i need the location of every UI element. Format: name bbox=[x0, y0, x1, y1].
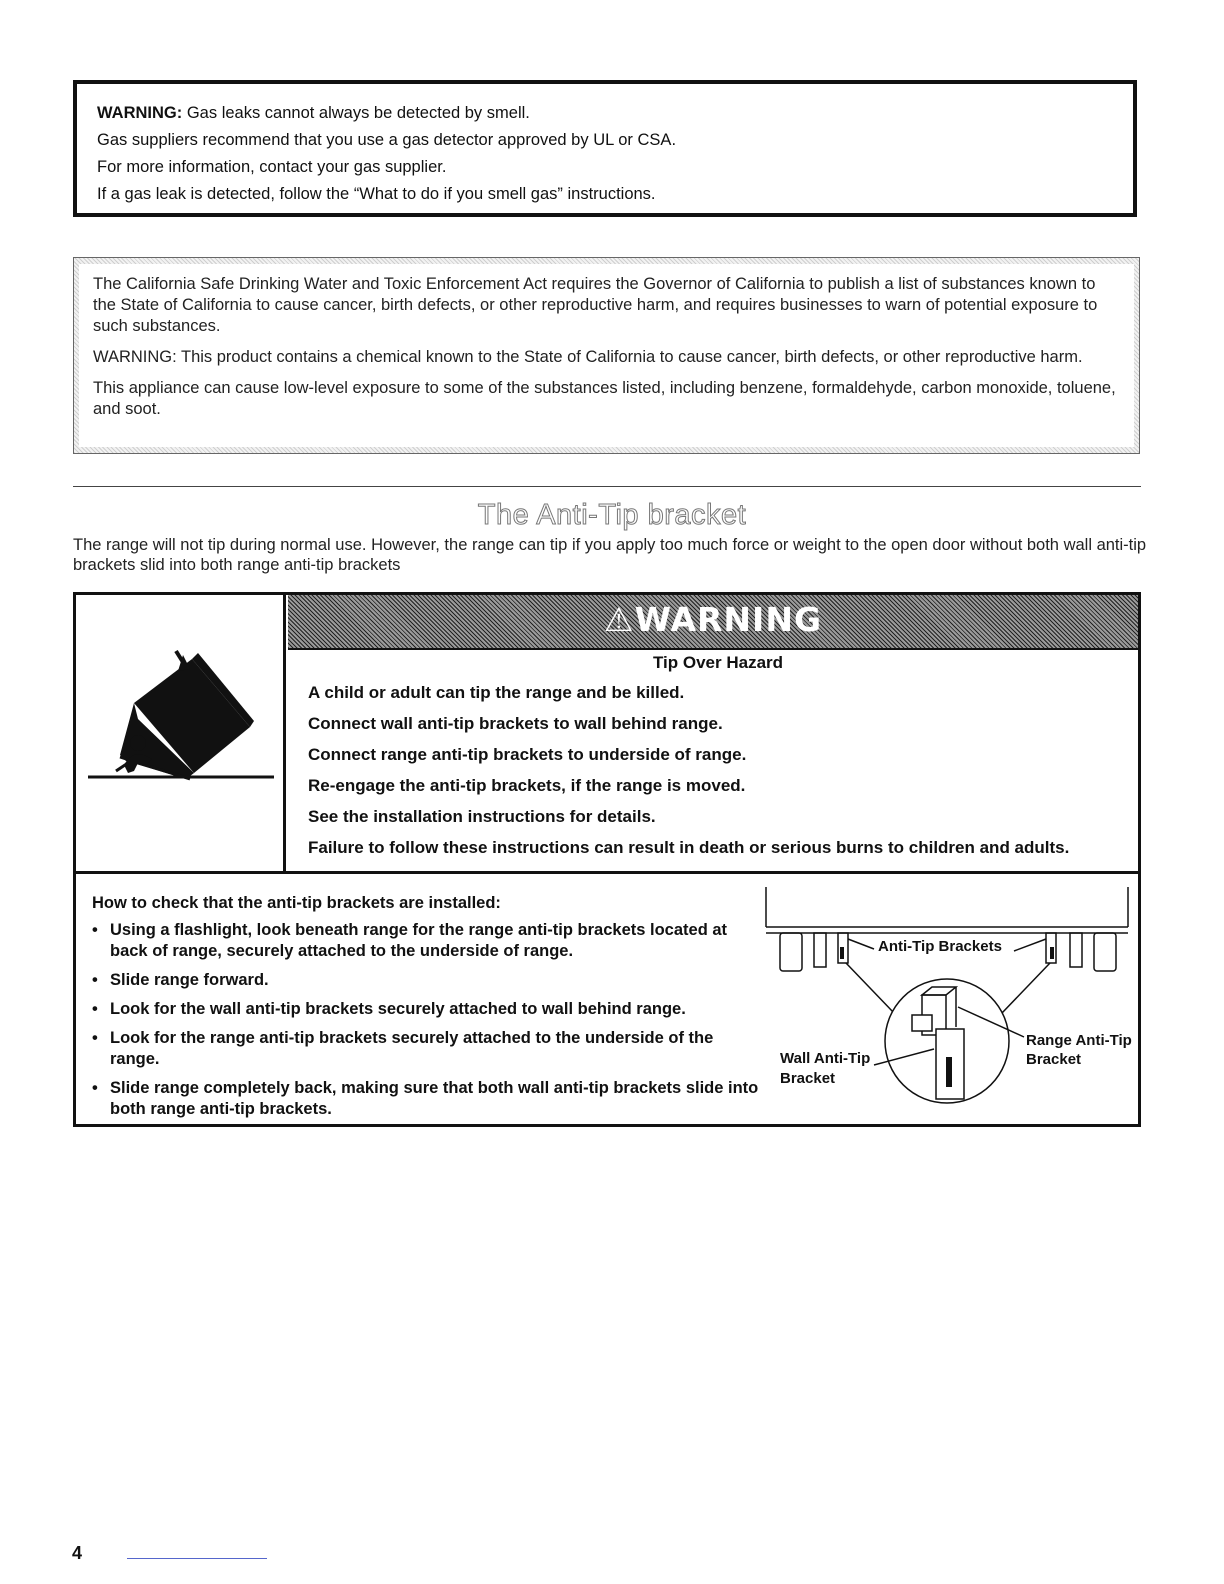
prop65-paragraph-1: The California Safe Drinking Water and Toxic Enforcement Act requires the Governor of California to publish a list of substances known to the State of California to cause cancer, birth defects, or other reproductive harm, and requires businesses to warn of potential exposure to such substances. bbox=[93, 275, 1098, 335]
list-item: • Slide range forward. bbox=[92, 970, 762, 991]
howto-header: How to check that the anti-tip brackets are installed: bbox=[92, 894, 501, 912]
hazard-title: Tip Over Hazard bbox=[652, 653, 784, 672]
warning-line: A child or adult can tip the range and be killed. bbox=[308, 683, 685, 702]
gas-warning-line-4: If a gas leak is detected, follow the “What to do if you smell gas” instructions. bbox=[97, 185, 656, 203]
prop65-paragraph-3: This appliance can cause low-level exposure to some of the substances listed, including benzene, formaldehyde, carbon monoxide, toluene, and soot. bbox=[93, 379, 1116, 418]
gas-warning-text-1: Gas leaks cannot always be detected by smell. bbox=[186, 104, 530, 122]
warning-line: Connect wall anti-tip brackets to wall behind range. bbox=[308, 714, 723, 733]
list-item: • Slide range completely back, making sure that both wall anti-tip brackets slide into both range anti-tip brackets. bbox=[92, 1078, 762, 1120]
warning-content bbox=[308, 653, 1128, 868]
tip-over-illustration bbox=[76, 595, 286, 871]
warning-banner-text bbox=[604, 600, 822, 639]
gas-warning-line-3: For more information, contact your gas supplier. bbox=[97, 158, 447, 176]
list-item: • Look for the wall anti-tip brackets securely attached to wall behind range. bbox=[92, 999, 762, 1020]
page-number: 4 bbox=[72, 1543, 83, 1563]
warning-banner bbox=[288, 595, 1138, 650]
anti-tip-bracket-diagram bbox=[762, 887, 1134, 1127]
howto-check-section bbox=[92, 893, 762, 1128]
prop65-paragraph-2: WARNING: This product contains a chemical known to the State of California to cause cancer, birth defects, or other reproductive harm. bbox=[93, 348, 1083, 366]
label-range-anti-tip-1: Range Anti-Tip bbox=[1026, 1032, 1132, 1049]
label-wall-anti-tip-2: Bracket bbox=[780, 1070, 836, 1087]
warning-line: See the installation instructions for details. bbox=[308, 807, 656, 826]
gas-warning-line-2: Gas suppliers recommend that you use a gas detector approved by UL or CSA. bbox=[97, 131, 677, 149]
warning-line: Re-engage the anti-tip brackets, if the range is moved. bbox=[308, 776, 746, 795]
warning-line: Connect range anti-tip brackets to underside of range. bbox=[308, 745, 747, 764]
section-title: The Anti-Tip bracket bbox=[477, 499, 747, 531]
label-anti-tip-brackets: Anti-Tip Brackets bbox=[878, 938, 1002, 955]
gas-warning-line-1 bbox=[97, 100, 1113, 127]
tip-over-warning-box bbox=[73, 592, 1141, 1127]
warning-banner-label: WARNING bbox=[634, 600, 823, 639]
gas-warning-box bbox=[73, 80, 1137, 217]
prop65-notice-content bbox=[79, 264, 1134, 447]
footer-line bbox=[127, 1558, 267, 1559]
warning-separator bbox=[76, 871, 1138, 874]
section-intro: The range will not tip during normal use. However, the range can tip if you apply too much force or weight to the open door without both wall anti-tip brackets slid into both range anti-tip brackets bbox=[73, 536, 1147, 574]
list-item: • Using a flashlight, look beneath range for the range anti-tip brackets located at back of range, securely attached to the underside of range. bbox=[92, 920, 762, 962]
section-divider bbox=[73, 486, 1141, 487]
howto-list bbox=[92, 920, 762, 1120]
label-range-anti-tip-2: Bracket bbox=[1026, 1051, 1082, 1068]
child-tipping-range-icon bbox=[76, 595, 283, 871]
list-item: • Look for the range anti-tip brackets securely attached to the underside of the range. bbox=[92, 1028, 762, 1070]
warning-triangle-icon: ⚠ bbox=[603, 600, 635, 639]
warning-line: Failure to follow these instructions can result in death or serious burns to children and adults. bbox=[308, 838, 1070, 857]
prop65-notice-box bbox=[73, 257, 1140, 454]
gas-warning-label: WARNING: bbox=[97, 104, 183, 122]
label-wall-anti-tip-1: Wall Anti-Tip bbox=[780, 1050, 871, 1067]
